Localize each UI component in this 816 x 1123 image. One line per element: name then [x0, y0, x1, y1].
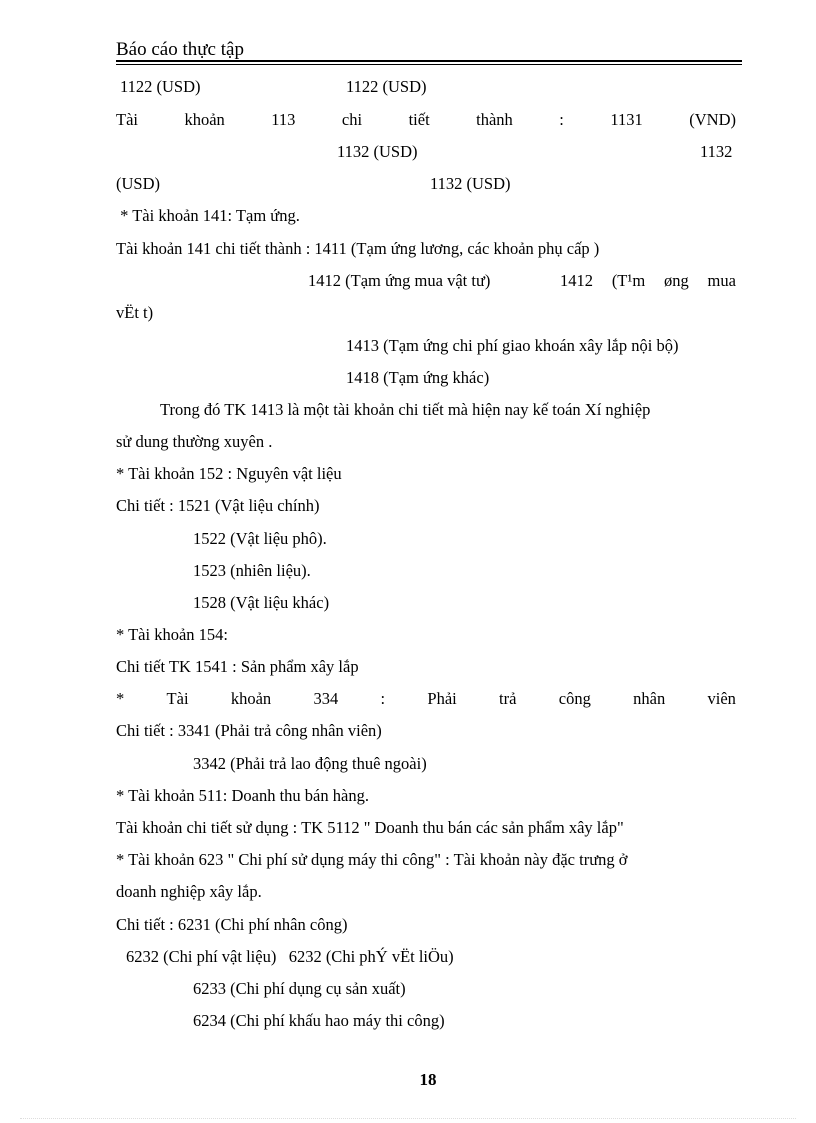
word: (VND) [689, 110, 736, 129]
text-line: 1522 (Vật liệu phô). [193, 529, 327, 548]
text-line-justified [560, 270, 736, 292]
text-line-justified [116, 109, 736, 131]
page-bottom-edge [20, 1118, 796, 1119]
word: Tài [116, 110, 138, 129]
word: mua [707, 271, 736, 290]
word: công [558, 689, 591, 708]
text-line: Tài khoản 141 chi tiết thành : 1411 (Tạm ứng lương, các khoản phụ cấp ) [116, 239, 600, 258]
text-line: Tài khoản chi tiết sử dụng : TK 5112 " Doanh thu bán các sản phẩm xây lắp" [116, 818, 624, 837]
text-line: 1122 (USD) [120, 77, 201, 96]
header-rule-thin [116, 64, 742, 65]
text-line: * Tài khoản 511: Doanh thu bán hàng. [116, 786, 369, 805]
word: tiết [408, 110, 430, 129]
text-line: doanh nghiệp xây lắp. [116, 882, 262, 901]
word: : [559, 110, 564, 129]
page-number: 18 [419, 1070, 437, 1089]
text-line: 3342 (Phải trả lao động thuê ngoài) [193, 754, 427, 773]
text-line: * Tài khoản 141: Tạm ứng. [116, 206, 300, 225]
word: øng [663, 271, 689, 290]
text-line: 1413 (Tạm ứng chi phí giao khoán xây lắp nội bộ) [346, 336, 679, 355]
text-line: 1122 (USD) [346, 77, 427, 96]
text-line: * Tài khoản 152 : Nguyên vật liệu [116, 464, 342, 483]
text-line-justified [116, 688, 736, 710]
header-rule-thick [116, 60, 742, 62]
word: (T¹m [611, 271, 646, 290]
word: nhân [633, 689, 666, 708]
text-line: 6232 (Chi phí vật liệu) 6232 (Chi phÝ vËt liÖu) [126, 947, 454, 966]
text-line: 1418 (Tạm ứng khác) [346, 368, 490, 387]
text-line: Chi tiết TK 1541 : Sản phẩm xây lắp [116, 657, 359, 676]
word: Tài [166, 689, 189, 708]
paragraph-line: sử dung thường xuyên . [116, 432, 273, 451]
text-line: 6234 (Chi phí khấu hao máy thi công) [193, 1011, 445, 1030]
text-line: Chi tiết : 3341 (Phải trả công nhân viên) [116, 721, 382, 740]
text-line: 1412 (Tạm ứng mua vật tư) [308, 271, 491, 290]
text-line: 1132 (USD) [337, 142, 418, 161]
text-line: vËt t) [116, 303, 154, 322]
text-line: (USD) [116, 174, 160, 193]
word: : [380, 689, 386, 708]
word: 1131 [610, 110, 643, 129]
word: viên [707, 689, 736, 708]
word: * [116, 689, 125, 708]
word: thành [476, 110, 513, 129]
page-header-title: Báo cáo thực tập [116, 39, 244, 60]
text-line: 1132 (USD) [430, 174, 511, 193]
word: 1412 [560, 271, 593, 290]
text-line: 1132 [700, 142, 733, 161]
text-line: Chi tiết : 1521 (Vật liệu chính) [116, 496, 320, 515]
word: 113 [271, 110, 296, 129]
text-line: Chi tiết : 6231 (Chi phí nhân công) [116, 915, 348, 934]
word: khoản [184, 110, 225, 129]
text-line: * Tài khoản 623 " Chi phí sử dụng máy thi công" : Tài khoản này đặc trưng ở [116, 850, 628, 869]
text-line: 1523 (nhiên liệu). [193, 561, 311, 580]
word: 334 [313, 689, 339, 708]
word: khoản [230, 689, 272, 708]
text-line: 1528 (Vật liệu khác) [193, 593, 330, 612]
word: chi [341, 110, 363, 129]
text-line: 6233 (Chi phí dụng cụ sản xuất) [193, 979, 406, 998]
paragraph-line: Trong đó TK 1413 là một tài khoản chi tiết mà hiện nay kế toán Xí nghiệp [160, 400, 651, 419]
word: trả [499, 689, 517, 708]
text-line: * Tài khoản 154: [116, 625, 228, 644]
word: Phải [427, 689, 457, 708]
